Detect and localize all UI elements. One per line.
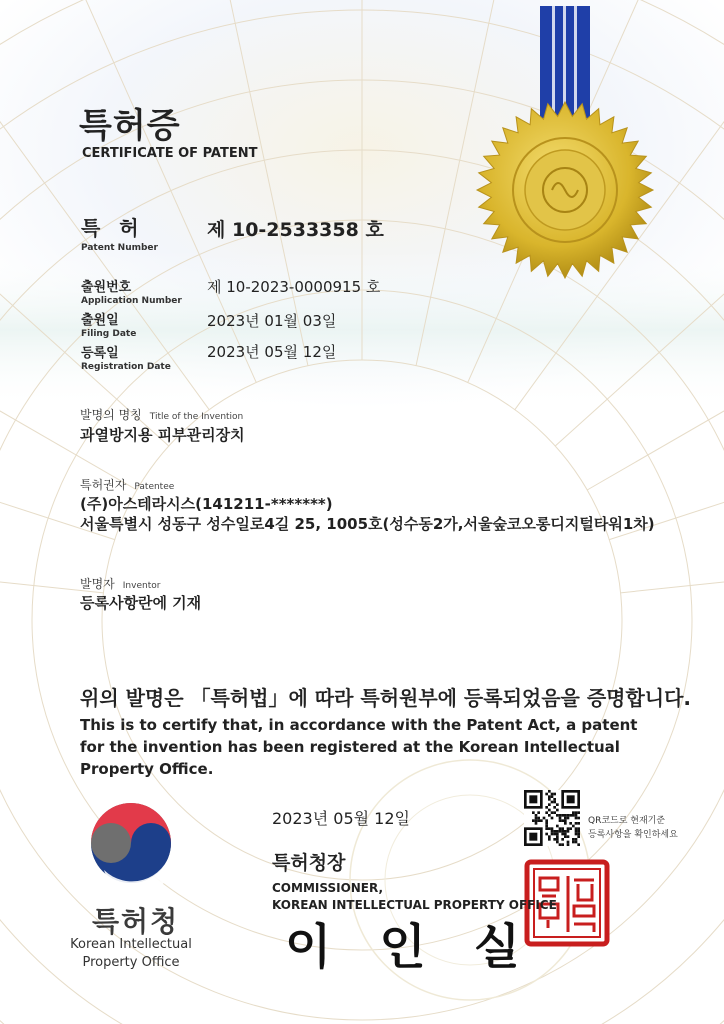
filing-date-label-en: Filing Date: [81, 329, 137, 339]
inventor-value: 등록사항란에 기재: [80, 594, 202, 612]
office-name-en-line2: Property Office: [82, 955, 180, 970]
commissioner-title-en-line2: KOREAN INTELLECTUAL PROPERTY OFFICE: [272, 898, 557, 912]
certificate-title-korean: 특허증: [79, 106, 181, 146]
invention-title-label-kr: 발명의 명칭: [80, 408, 142, 422]
commissioner-title-en-line1: COMMISSIONER,: [272, 881, 384, 895]
patent-number-label-en: Patent Number: [81, 243, 158, 253]
office-name-en: [66, 936, 196, 972]
inventor-label: [80, 573, 160, 592]
application-number-label-kr: 출원번호: [81, 280, 132, 295]
office-name-en-line1: Korean Intellectual: [70, 937, 192, 952]
application-number-value: 제 10-2023-0000915 호: [207, 278, 381, 296]
inventor-label-kr: 발명자: [80, 577, 115, 591]
patentee-name: (주)아스테라시스(141211-*******): [80, 495, 333, 513]
patent-number-label-group: [81, 212, 158, 253]
patent-number-value: 제 10-2533358 호: [207, 219, 384, 241]
qr-note-line1: QR코드로 현재기준: [588, 816, 666, 826]
issue-date: 2023년 05월 12일: [272, 809, 410, 828]
registration-date-label-kr: 등록일: [81, 346, 119, 361]
patentee-address: 서울특별시 성동구 성수일로4길 25, 1005호(성수동2가,서울숲코오롱디지털타워1차): [80, 515, 655, 533]
invention-title-label-en: Title of the Invention: [149, 412, 244, 422]
patentee-label-en: Patentee: [134, 482, 175, 492]
filing-date-value: 2023년 01월 03일: [207, 312, 337, 330]
certificate-title-english: CERTIFICATE OF PATENT: [82, 146, 258, 161]
inventor-label-en: Inventor: [122, 581, 161, 591]
patentee-label: [80, 474, 174, 493]
qr-note: [588, 814, 678, 842]
filing-date-label-kr: 출원일: [81, 313, 119, 328]
gold-seal-medal: [477, 102, 653, 278]
invention-title-label: [80, 404, 243, 423]
patent-number-label-kr: 특 허: [81, 216, 145, 240]
certification-statement-en: This is to certify that, in accordance with the Patent Act, a patent for the invention has been registered at the Korean Intellectual Property Office.: [80, 716, 638, 778]
commissioner-signature: 이인실: [285, 919, 569, 975]
commissioner-title-kr: 특허청장: [272, 852, 346, 874]
patentee-label-kr: 특허권자: [80, 478, 127, 492]
application-number-label-group: [81, 276, 182, 306]
filing-date-label-group: [81, 309, 136, 339]
registration-date-label-group: [81, 342, 171, 372]
certification-statement-kr: 위의 발명은 「특허법」에 따라 특허원부에 등록되었음을 증명합니다.: [80, 686, 692, 710]
office-name-kr: 특허청: [92, 905, 180, 938]
qr-code: [524, 790, 580, 846]
korea-government-logo-icon: [91, 803, 172, 895]
qr-note-line2: 등록사항을 확인하세요: [588, 830, 678, 840]
registration-date-label-en: Registration Date: [81, 362, 171, 372]
invention-title-value: 과열방지용 피부관리장치: [80, 426, 245, 444]
registration-date-value: 2023년 05월 12일: [207, 343, 337, 361]
application-number-label-en: Application Number: [81, 296, 182, 306]
